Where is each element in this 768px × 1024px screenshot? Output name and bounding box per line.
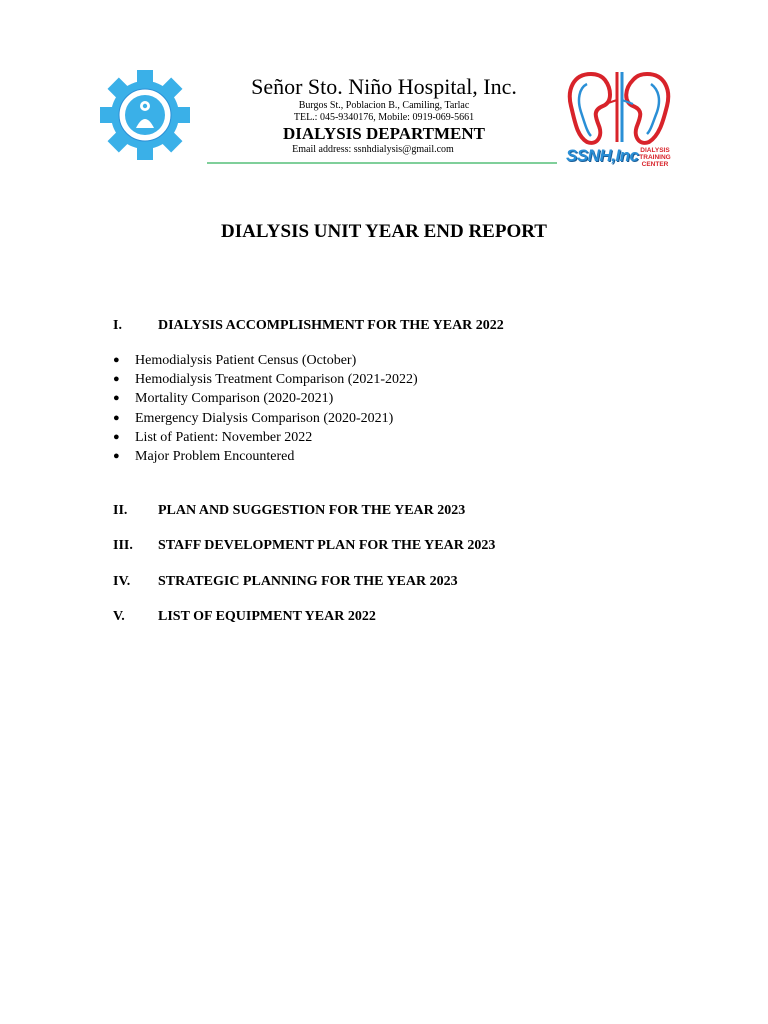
dialysis-unit-logo — [563, 66, 677, 176]
section-5-heading — [113, 608, 376, 626]
kidney-icon — [563, 66, 677, 148]
hospital-address: Burgos St., Poblacion B., Camiling, Tarlac — [298, 100, 470, 111]
department-name: DIALYSIS DEPARTMENT — [282, 124, 486, 143]
hospital-name: Señor Sto. Niño Hospital, Inc. — [251, 74, 517, 99]
list-item-text: Hemodialysis Patient Census (October) — [135, 353, 357, 368]
department-email: Email address: ssnhdialysis@gmail.com — [292, 144, 454, 155]
section-title: LIST OF EQUIPMENT YEAR 2022 — [158, 609, 376, 624]
section-2-heading — [113, 502, 465, 520]
bullet-icon: ● — [113, 450, 120, 463]
unit-logo-tagline: DIALYSIS TRAINING CENTER — [639, 147, 671, 168]
list-item — [113, 409, 418, 428]
list-item — [113, 370, 418, 389]
list-item — [113, 428, 418, 447]
list-item-text: Major Problem Encountered — [135, 449, 295, 465]
bullet-icon: ● — [113, 392, 120, 405]
section-numeral: I. — [113, 318, 122, 333]
list-item — [113, 351, 418, 370]
unit-logo-name: SSNH,Inc — [566, 146, 639, 165]
list-item-text: Hemodialysis Treatment Comparison (2021-2022) — [135, 372, 418, 388]
section-numeral: IV. — [113, 574, 131, 589]
section-title: STAFF DEVELOPMENT PLAN FOR THE YEAR 2023 — [158, 538, 496, 553]
bullet-icon: ● — [113, 354, 120, 366]
section-numeral: III. — [113, 538, 133, 553]
bullet-icon: ● — [113, 373, 120, 386]
accomplishment-list — [113, 351, 418, 466]
section-title: PLAN AND SUGGESTION FOR THE YEAR 2023 — [158, 503, 466, 518]
hospital-telephone: TEL.: 045-9340176, Mobile: 0919-069-5661 — [293, 112, 475, 123]
section-numeral: II. — [113, 503, 128, 518]
list-item-text: Mortality Comparison (2020-2021) — [135, 391, 334, 407]
section-title: STRATEGIC PLANNING FOR THE YEAR 2023 — [158, 574, 458, 589]
list-item — [113, 389, 418, 408]
hospital-seal-logo — [100, 70, 190, 160]
list-item-text: List of Patient: November 2022 — [135, 429, 313, 445]
bullet-icon: ● — [113, 411, 120, 424]
section-title: DIALYSIS ACCOMPLISHMENT FOR THE YEAR 2022 — [158, 318, 504, 333]
report-title: DIALYSIS UNIT YEAR END REPORT — [221, 221, 547, 242]
header-divider — [207, 162, 557, 164]
bullet-icon: ● — [113, 430, 120, 443]
section-1-heading — [113, 317, 504, 335]
section-3-heading — [113, 537, 495, 555]
section-numeral: V. — [113, 609, 125, 624]
list-item — [113, 447, 418, 466]
section-4-heading — [113, 573, 458, 591]
list-item-text: Emergency Dialysis Comparison (2020-2021) — [135, 410, 394, 426]
